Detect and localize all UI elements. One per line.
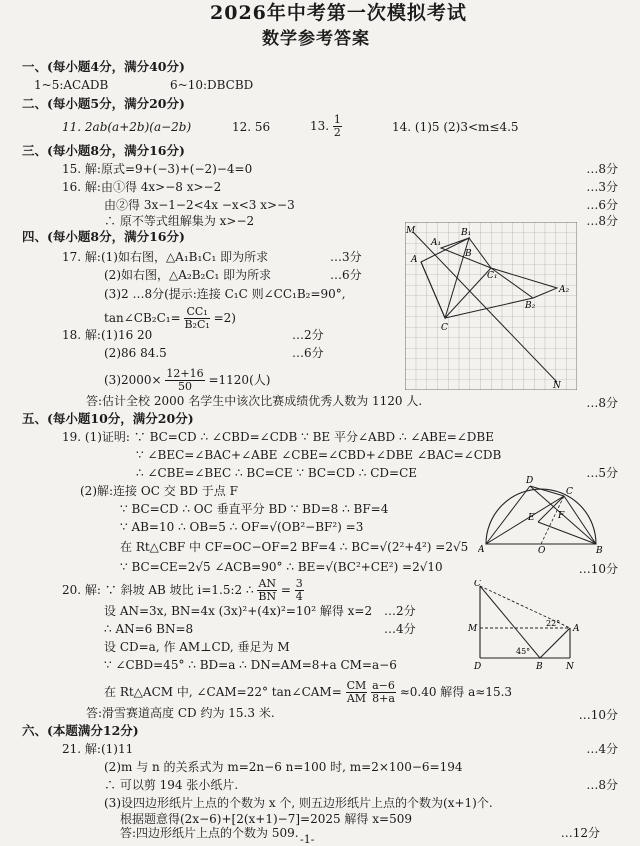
label-d: D: [526, 476, 534, 486]
label-a1: A₁: [431, 238, 442, 248]
s2-answer-13: 13. $\frac{1}{2}$: [310, 113, 341, 139]
q17-line-a: 17. 解:(1)如右图，△A₁B₁C₁ 即为所求: [62, 250, 269, 264]
q21-line-e: 根据题意得(2x−6)+[2(x+1)−7]=2025 解得 x=509: [120, 812, 412, 826]
q19-line-b: ∵ ∠BEC=∠BAC+∠ABE ∠CBE=∠CBD+∠DBE ∠BAC=∠CDB: [136, 448, 502, 462]
label-d: D: [474, 662, 482, 672]
q19-score-c: …5分: [586, 466, 618, 480]
q16-line-c: ∴ 原不等式组解集为 x>−2: [104, 214, 255, 228]
q20-line-a: 20. 解: ∵ 斜坡 AB 坡比 i=1.5:2 ∴ $\frac{AN}{BN}$ = $\frac{3}{4}$: [62, 577, 303, 603]
q20-score-g: …10分: [578, 708, 618, 722]
q18-score-b: …6分: [292, 346, 324, 360]
section-5-head: 五、(每小题10分，满分20分): [22, 411, 194, 426]
q17-line-b: (2)如右图，△A₂B₂C₁ 即为所求: [104, 268, 272, 282]
fraction-18: $\frac{12+16}{50}$: [166, 367, 204, 393]
s2-answer-11: 11. 2ab(a+2b)(a−2b): [62, 120, 192, 134]
q17-line-c: (3)2 …8分(提示:连接 C₁C 则∠CC₁B₂=90°,: [104, 287, 346, 301]
q20-line-e: ∵ ∠CBD=45° ∴ BD=a ∴ DN=AM=8+a CM=a−6: [104, 658, 397, 672]
q19-line-d: (2)解:连接 OC 交 BD 于点 F: [80, 484, 238, 498]
label-f: F: [558, 511, 565, 521]
section-1-head: 一、(每小题4分，满分40分): [22, 59, 185, 74]
q19-line-c: ∴ ∠CBE=∠BEC ∴ BC=CE ∵ BC=CD ∴ CD=CE: [136, 466, 418, 480]
q17-score-b: …6分: [330, 268, 362, 282]
page-subtitle: 数学参考答案: [262, 29, 370, 49]
label-c: C: [566, 487, 573, 497]
q21-score-f: …12分: [560, 826, 600, 840]
q19-line-e: ∵ BC=CD ∴ OC 垂直平分 BD ∵ BD=8 ∴ BF=4: [120, 502, 389, 516]
q21-line-b: (2)m 与 n 的关系式为 m=2n−6 n=100 时, m=2×100−6=194: [104, 760, 463, 774]
label-b: B: [536, 662, 543, 672]
q21-line-a: 21. 解:(1)11: [62, 742, 134, 756]
q15-score: …8分: [586, 162, 618, 176]
section-4-head: 四、(每小题8分，满分16分): [22, 229, 185, 244]
segment-ab: [540, 628, 570, 658]
label-b1: B₁: [461, 228, 472, 238]
q19-score-h: …10分: [578, 562, 618, 576]
q20-score-c: …4分: [384, 622, 416, 636]
q21-score-a: …4分: [586, 742, 618, 756]
s1-line1: 1~5:ACADB: [34, 78, 109, 92]
s2-answer-14: 14. (1)5 (2)3<m≤4.5: [392, 120, 519, 134]
q20-line-c: ∴ AN=6 BN=8: [104, 622, 194, 636]
q16-score-b: …6分: [586, 198, 618, 212]
section-3-head: 三、(每小题8分，满分16分): [22, 143, 185, 158]
q15-line: 15. 解:原式=9+(−3)+(−2)−4=0: [62, 162, 253, 176]
label-b2: B₂: [525, 301, 536, 311]
q16-line-a: 16. 解:由①得 4x>−8 x>−2: [62, 180, 222, 194]
q16-score-a: …3分: [586, 180, 618, 194]
grid-figure: [405, 222, 577, 390]
q18-score-d: …8分: [586, 396, 618, 410]
q20-answer: 答:滑雪赛道高度 CD 约为 15.3 米.: [86, 706, 275, 720]
label-22: 22°: [546, 619, 561, 628]
q19-line-a: 19. (1)证明: ∵ BC=CD ∴ ∠CBD=∠CDB ∵ BE 平分∠ABD ∴ ∠ABE=∠DBE: [62, 430, 495, 444]
q19-line-h: ∵ BC=CE=2√5 ∠ACB=90° ∴ BE=√(BC²+CE²) =2√10: [120, 560, 443, 574]
label-a: A: [478, 545, 485, 554]
q18-answer: 答:估计全校 2000 名学生中该次比赛成绩优秀人数为 1120 人.: [86, 394, 423, 408]
q18-line-c: (3)2000× $\frac{12+16}{50}$ =1120(人): [104, 367, 271, 393]
label-c: C: [441, 323, 448, 333]
s2-answer-12: 12. 56: [232, 120, 271, 134]
label-a2: A₂: [559, 285, 570, 295]
semicircle: [486, 489, 596, 544]
section-2-head: 二、(每小题5分，满分20分): [22, 96, 185, 111]
segment-cb: [480, 586, 540, 658]
page-number: -1-: [300, 833, 315, 846]
q17-score-a: …3分: [330, 250, 362, 264]
label-e: E: [528, 513, 535, 523]
label-b: B: [596, 546, 603, 554]
label-45: 45°: [516, 647, 531, 656]
page-title: 2026年中考第一次模拟考试: [210, 2, 467, 24]
q20-line-b: 设 AN=3x, BN=4x (3x)²+(4x)²=10² 解得 x=2: [104, 604, 373, 618]
q19-line-g: 在 Rt△CBF 中 CF=OC−OF=2 BF=4 ∴ BC=√(2²+4²) =2√5: [120, 540, 469, 554]
q19-line-f: ∵ AB=10 ∴ OB=5 ∴ OF=√(OB²−BF²) =3: [120, 520, 364, 534]
q20-line-f: 在 Rt△ACM 中, ∠CAM=22° tan∠CAM= $\frac{CM}{AM}$ $\frac{a-6}{8+a}$ ≈0.40 解得 a≈15.3: [104, 679, 513, 705]
q16-line-b: 由②得 3x−1−2<4x −x<3 x>−3: [104, 198, 295, 212]
fraction-13: $\frac{1}{2}$: [333, 113, 341, 139]
label-o: O: [538, 546, 546, 554]
q16-score-c: …8分: [586, 214, 618, 228]
section-6-head: 六、(本题满分12分): [22, 723, 139, 738]
semicircle-figure: [478, 474, 604, 554]
label-b: B: [465, 249, 472, 259]
q18-line-b: (2)86 84.5: [104, 346, 167, 360]
label-a: A: [573, 624, 580, 634]
q21-line-f: 答:四边形纸片上点的个数为 509.: [120, 826, 299, 840]
label-c: C: [474, 580, 481, 589]
q17-line-d: tan∠CB₂C₁= $\frac{\text{CC₁}}{\text{B₂C₁}}$ =2): [104, 305, 236, 331]
label-m: M: [406, 226, 416, 236]
label-n: N: [553, 381, 561, 390]
q21-line-c: ∴ 可以剪 194 张小纸片.: [104, 778, 239, 792]
s1-line2: 6~10:DBCBD: [170, 78, 254, 92]
q20-score-b: …2分: [384, 604, 416, 618]
q21-line-d: (3)设四边形纸片上点的个数为 x 个, 则五边形纸片上点的个数为(x+1)个.: [104, 796, 493, 810]
fraction-17: $\frac{\text{CC₁}}{\text{B₂C₁}}$: [184, 305, 210, 331]
q18-score-a: …2分: [292, 328, 324, 342]
q21-score-c: …8分: [586, 778, 618, 792]
slope-figure: [466, 580, 586, 672]
q20-line-d: 设 CD=a, 作 AM⊥CD, 垂足为 M: [104, 640, 290, 654]
label-a: A: [411, 255, 418, 265]
label-c1: C₁: [487, 271, 498, 281]
label-m: M: [468, 624, 478, 634]
label-n: N: [566, 662, 574, 672]
q18-line-a: 18. 解:(1)16 20: [62, 328, 153, 342]
